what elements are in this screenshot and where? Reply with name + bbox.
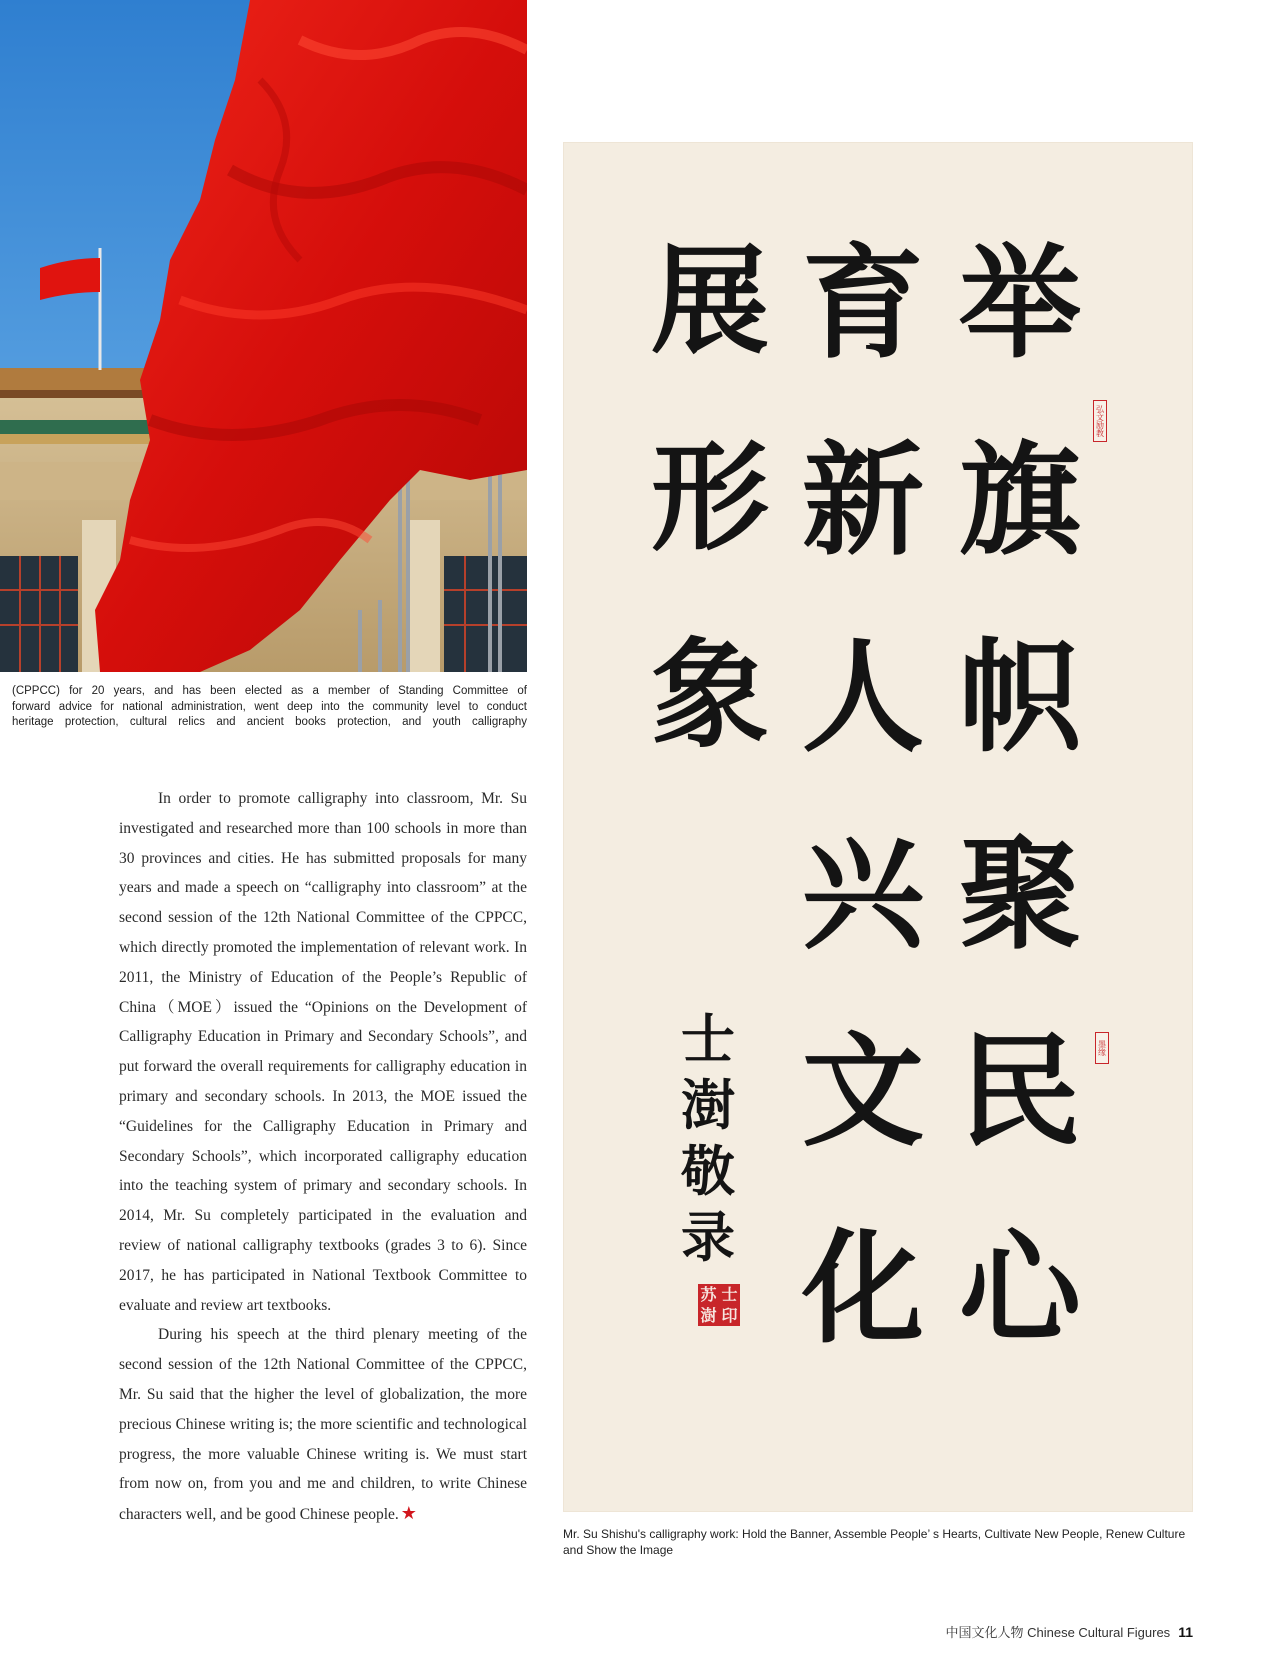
article-paragraph (119, 1320, 527, 1530)
calligraphy-char: 化 (802, 1216, 924, 1360)
calligraphy-char: 象 (650, 625, 769, 764)
seal-stamp-main (698, 1284, 740, 1326)
calligraphy-char: 人 (802, 625, 924, 769)
caption-line: heritage protection, cultural relics and ancient books protection, and youth calligraphy (12, 716, 527, 728)
article-paragraph-text: During his speech at the third plenary meeting of the second session of the 12th National Committee of the CPPCC, Mr. Su said that the higher the level of globalization, the more precious Chinese writing is; the more scientific and technological progress, the more valuable Chinese writing is. We must start from now on, from you and me and children, to write Chinese characters well, and be good Chinese people. (119, 1326, 527, 1524)
seal-stamp-middle: 墨缘 (1095, 1032, 1109, 1064)
calligraphy-scroll (563, 142, 1193, 1512)
calligraphy-char: 旗 (959, 428, 1081, 572)
seal-char: 澍 (700, 1305, 717, 1325)
page-number: 11 (1178, 1624, 1193, 1640)
end-star-icon: ★ (400, 1503, 417, 1524)
calligraphy-char: 举 (959, 231, 1081, 375)
calligraphy-char: 形 (650, 428, 769, 567)
calligraphy-column-1 (945, 231, 1095, 1424)
magazine-name: 中国文化人物 Chinese Cultural Figures (945, 1625, 1171, 1640)
calligraphy-column-2 (788, 231, 938, 1424)
red-flags-photo (0, 0, 527, 672)
seal-stamp-upper: 弘文励教 (1093, 400, 1107, 442)
signature-char: 士 (681, 1007, 735, 1071)
seal-char: 印 (721, 1305, 738, 1325)
flags-photo-illustration (0, 0, 527, 672)
calligraphy-signature (673, 1007, 743, 1276)
article-paragraph: In order to promote calligraphy into classroom, Mr. Su investigated and researched more than 100 schools in more than 30 provinces and cities. He has submitted proposals for many years and made a speech on “calligraphy into classroom” at the second session of the 12th National Committee of the CPPCC, which directly promoted the implementation of relevant work. In 2011, the Ministry of Education of the People’s Republic of China（MOE）issued the “Opinions on the Development of Calligraphy Education in Primary and Secondary Schools”, and put forward the overall requirements for calligraphy education in primary and secondary schools. In 2013, the MOE issued the “Guidelines for the Calligraphy Education in Primary and Secondary Schools”, which incorporated calligraphy education into the teaching system of primary and secondary schools. In 2014, Mr. Su completely participated in the evaluation and review of national calligraphy textbooks (grades 3 to 6). Since 2017, he has participated in National Textbook Committee to evaluate and review art textbooks. (119, 790, 527, 1314)
calligraphy-char: 文 (802, 1019, 924, 1163)
calligraphy-char: 新 (802, 428, 924, 572)
signature-char: 敬 (681, 1139, 735, 1203)
article-body (119, 784, 527, 1530)
calligraphy-column-3 (635, 231, 785, 833)
seal-char: 苏 (700, 1284, 717, 1304)
calligraphy-char: 聚 (959, 822, 1081, 966)
calligraphy-char: 展 (650, 231, 769, 370)
caption-line: (CPPCC) for 20 years, and has been elected as a member of Standing Committee of (12, 685, 527, 697)
signature-char: 录 (681, 1205, 735, 1269)
calligraphy-char: 育 (802, 231, 924, 375)
calligraphy-char: 心 (959, 1216, 1081, 1360)
caption-line: forward advice for national administration, went deep into the community level to conduct (12, 700, 527, 713)
signature-char: 澍 (681, 1073, 735, 1137)
calligraphy-char: 帜 (959, 625, 1081, 769)
calligraphy-char: 兴 (802, 822, 924, 966)
photo-caption (12, 684, 527, 731)
seal-char: 士 (721, 1284, 738, 1304)
calligraphy-caption: Mr. Su Shishu's calligraphy work: Hold the Banner, Assemble People’ s Hearts, Cultivate New People, Renew Culture and Show the Image (563, 1527, 1186, 1557)
page-footer (900, 1622, 1193, 1641)
calligraphy-char: 民 (959, 1019, 1081, 1163)
